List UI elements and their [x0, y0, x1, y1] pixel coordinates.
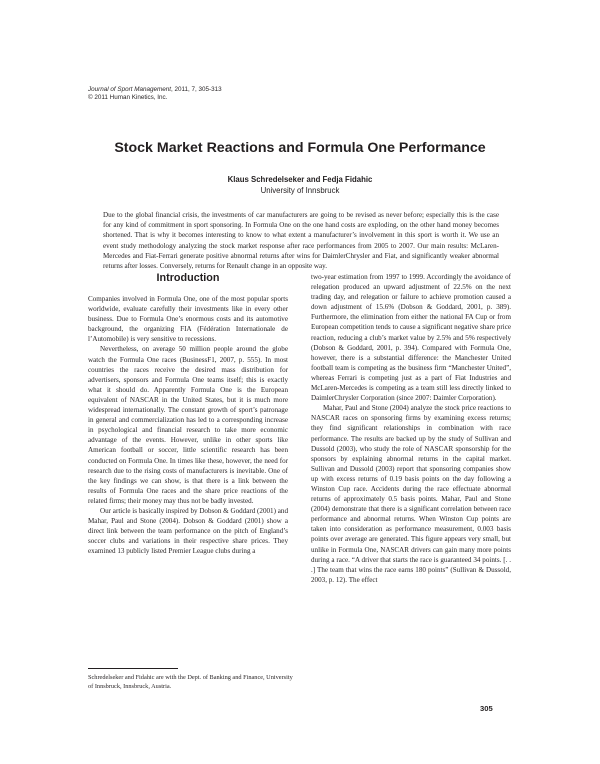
journal-header: [88, 86, 222, 102]
abstract: Due to the global financial crisis, the investments of car manufacturers are going to be revised as never before; especially this is the case for any kind of commitment in sport sponsoring. In Formula One on the one hand costs are exploding, on the other hand money becomes shortened. That is why it becomes interesting to know to what extent a manufacturer’s involvement in this sport is worth it. We use an event study methodology analyzing the stock market response after race performances from 2005 to 2007. Our main results: McLaren-Mercedes and Fiat-Ferrari generate positive abnormal returns after wins for DaimlerChrysler and Fiat, and significantly weaker abnormal returns after losses. Conversely, returns for Renault change in an opposite way.: [103, 211, 499, 271]
paragraph: two-year estimation from 1997 to 1999. Accordingly the avoidance of relegation produced an upward adjustment of 22.5% on the next trading day, and relegation or failure to achieve promotion caused a down adjustment of 15.6% (Dobson & Goddard, 2001, p. 389). Furthermore, the elimination from either the national FA Cup or from European competition tends to cause a significant negative share price reaction, reducing a club’s market value by 2.5% and 5% respectively (Dobson & Goddard, 2001, p. 394). Compared with Formula One, however, there is a substantial difference: the Manchester United football team is competing as the business firm “Manchester United”, whereas Ferrari is competing just as a part of Fiat Industries and McLaren-Mercedes is competing as a team still less directly linked to DaimlerChrysler Corporation (since 2007: Daimler Corporation).: [311, 273, 511, 403]
paragraph: Our article is basically inspired by Dobson & Goddard (2001) and Mahar, Paul and Stone (2004). Dobson & Goddard (2001) show a direct link between the team performance on the pitch of England’s soccer clubs and variations in their respective share prices. They examined 13 publicly listed Premier League clubs during a: [88, 506, 288, 556]
paragraph: Mahar, Paul and Stone (2004) analyze the stock price reactions to NASCAR races on sponsoring firms by examining excess returns; they find significant relationships in combination with race performance. The results are backed up by the study of Sullivan and Dussold (2003), who study the role of NASCAR sponsorship for the sponsors by explaining abnormal returns in the capital market. Sullivan and Dussold (2003) report that sponsoring companies show up with excess returns of 0.19 basis points on the day following a Winston Cup race. Accidents during the race effectuate abnormal returns of approximately 0.5 basis points. Mahar, Paul and Stone (2004) demonstrate that there is a significant correlation between race performance and abnormal returns. When Winston Cup points are taken into consideration as performance measurement, 0.003 basis points over average are generated. This figure appears very small, but unlike in Formula One, NASCAR drivers can gain many more points during a race. “A driver that starts the race is guaranteed 34 points. [. . .] The team that wins the race earns 180 points” (Sullivan & Dussold, 2003, p. 12). The effect: [311, 404, 511, 584]
paragraph: Companies involved in Formula One, one of the most popular sports worldwide, evaluate carefully their investments like in every other business. Due to Formula One’s enormous costs and its automotive background, the organizing FIA (Fédération Internationale de l’Automobile) is very sensitive to recessions.: [88, 295, 288, 344]
footnote: Schredelseker and Fidahic are with the Dept. of Banking and Finance, University of Innsbruck, Innsbruck, Austria.: [88, 674, 293, 690]
page-number: 305: [480, 704, 493, 713]
article-title: Stock Market Reactions and Formula One Performance: [114, 140, 486, 156]
copyright-line: © 2011 Human Kinetics, Inc.: [88, 94, 168, 101]
left-column: [88, 272, 288, 556]
journal-name: Journal of Sport Management: [88, 86, 171, 93]
affiliation: University of Innsbruck: [260, 186, 340, 195]
journal-citation: [88, 86, 222, 94]
paragraph: Nevertheless, on average 50 million people around the globe watch the Formula One races (BusinessF1, 2007, p. 555). In most countries the races receive the desired mass distribution for advertisers, sponsors and Formula One teams itself; this is exactly what it should do. Apparently Formula One is the European equivalent of NASCAR in the United States, but it is much more widespread internationally. The constant growth of sport’s patronage in general and commercialization has led to a corresponding increase in psychological and financial research to take more economic advantage of the events. However, unlike in other sports like American football or soccer, little scientific research has been conducted on Formula One. In times like these, however, the need for research due to the rising costs of manufacturers is inevitable. One of the key findings we can show, is that there is a link between the results of Formula One races and the share price reactions of the related firms; their money may thus not be badly invested.: [88, 345, 288, 505]
authors: Klaus Schredelseker and Fedja Fidahic: [227, 175, 373, 184]
journal-volume-pages: , 2011, 7, 305-313: [170, 86, 222, 93]
section-heading: Introduction: [156, 272, 220, 284]
footnote-divider: [88, 668, 178, 669]
right-column: [311, 272, 511, 585]
